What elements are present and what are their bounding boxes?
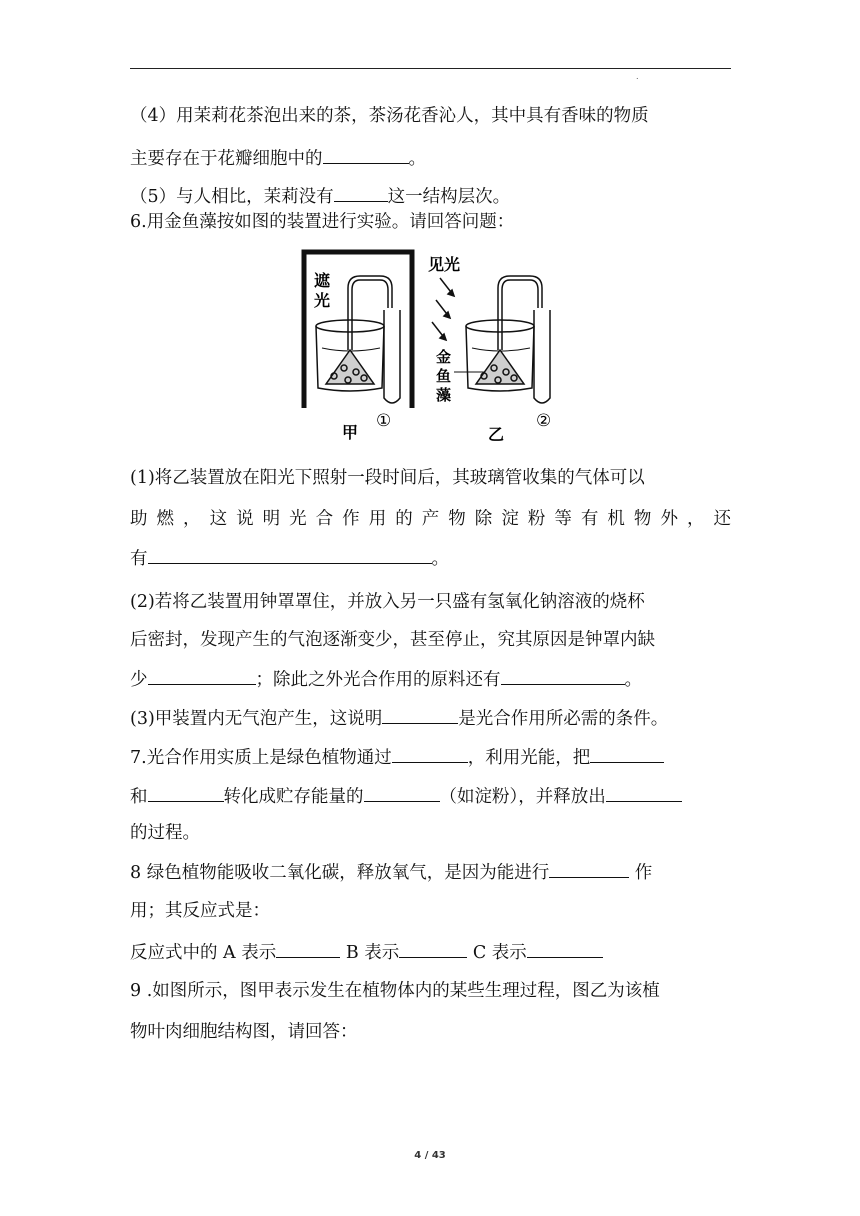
text: 反应式中的 A 表示 — [130, 943, 277, 963]
text: 和 — [130, 787, 148, 807]
text: 。 — [624, 670, 642, 690]
text: (3)甲装置内无气泡产生，这说明 — [130, 709, 383, 729]
text: 8 绿色植物能吸收二氧化碳，释放氧气，是因为能进行 — [130, 863, 550, 883]
tube-2-label: ② — [536, 411, 552, 431]
shade-label-2: 光 — [314, 291, 331, 310]
shade-label-1: 遮 — [314, 271, 331, 290]
question-6-2-line-2 — [130, 628, 731, 652]
question-4-line-1 — [130, 104, 731, 128]
question-9-line-2 — [130, 1020, 731, 1044]
text: 7.光合作用实质上是绿色植物通过 — [130, 748, 392, 768]
text: 有 — [130, 549, 148, 569]
header-rule — [130, 68, 731, 69]
beaker-right — [466, 276, 542, 391]
text: 这一结构层次。 — [387, 187, 511, 207]
text: ；除此之外光合作用的原料还有 — [255, 670, 501, 690]
answer-blank[interactable] — [606, 784, 682, 802]
answer-blank[interactable] — [392, 745, 468, 763]
question-6-2-line-3 — [130, 667, 731, 692]
answer-blank[interactable] — [364, 784, 440, 802]
question-6-1-line-1 — [130, 466, 731, 490]
text: 是光合作用所必需的条件。 — [458, 709, 669, 729]
text: C 表示 — [467, 943, 527, 963]
answer-blank[interactable] — [549, 860, 629, 878]
text: B 表示 — [340, 943, 400, 963]
text: 物叶肉细胞结构图，请回答： — [130, 1022, 358, 1042]
question-6-1-line-3 — [130, 546, 731, 571]
light-arrows — [432, 278, 454, 340]
question-5-line — [130, 184, 731, 209]
question-4-line-2 — [130, 146, 731, 171]
question-8-line-2 — [130, 899, 731, 923]
text: (1)将乙装置放在阳光下照射一段时间后，其玻璃管收集的气体可以 — [130, 468, 645, 488]
text: （如淀粉），并释放出 — [439, 787, 606, 807]
text: 。 — [431, 549, 449, 569]
question-7-line-2 — [130, 784, 731, 809]
text: 的过程。 — [130, 823, 200, 843]
answer-blank[interactable] — [148, 667, 256, 685]
text: 6.用金鱼藻按如图的装置进行实验。请回答问题： — [130, 212, 515, 232]
question-6-1-line-2 — [130, 507, 731, 531]
answer-blank[interactable] — [527, 940, 603, 958]
text: 转化成贮存能量的 — [223, 787, 364, 807]
text: 少 — [130, 670, 148, 690]
question-6-3-line — [130, 706, 731, 731]
answer-blank[interactable] — [399, 940, 467, 958]
text: 后密封，发现产生的气泡逐渐变少，甚至停止，究其原因是钟罩内缺 — [130, 630, 655, 650]
answer-blank[interactable] — [334, 184, 388, 202]
label-jia: 甲 — [342, 423, 359, 442]
text: 主要存在于花瓣细胞中的 — [130, 149, 323, 169]
answer-blank[interactable] — [323, 146, 409, 164]
header-mark: . — [636, 72, 639, 81]
experiment-figure — [300, 248, 570, 448]
answer-blank[interactable] — [276, 940, 340, 958]
plant-label-2: 鱼 — [436, 367, 452, 385]
tube-1-label: ① — [376, 411, 392, 431]
text: 助燃，这说明光合作用的产物除淀粉等有机物外，还 — [130, 509, 731, 529]
question-8-line-1 — [130, 860, 731, 885]
plant-label-1: 金 — [436, 348, 452, 366]
question-7-line-1 — [130, 745, 731, 770]
test-tube-left — [384, 310, 400, 403]
text: （4）用茉莉花茶泡出来的茶，茶汤花香沁人，其中具有香味的物质 — [130, 106, 649, 126]
answer-blank[interactable] — [382, 706, 458, 724]
text: 作 — [629, 863, 653, 883]
label-yi: 乙 — [488, 425, 505, 444]
text: 。 — [408, 149, 426, 169]
text: 用；其反应式是： — [130, 901, 270, 921]
text: ，利用光能，把 — [467, 748, 591, 768]
question-9-line-1 — [130, 979, 731, 1003]
text: （5）与人相比，茉莉没有 — [130, 187, 334, 207]
text: (2)若将乙装置用钟罩罩住，并放入另一只盛有氢氧化钠溶液的烧杯 — [130, 592, 645, 612]
answer-blank[interactable] — [148, 784, 224, 802]
answer-blank[interactable] — [148, 546, 432, 564]
page-number: 4 / 43 — [414, 1150, 446, 1161]
question-6-2-line-1 — [130, 590, 731, 614]
answer-blank[interactable] — [501, 667, 625, 685]
question-6-heading — [130, 210, 731, 234]
text: 9 .如图所示，图甲表示发生在植物体内的某些生理过程，图乙为该植 — [130, 981, 660, 1001]
light-label: 见光 — [428, 255, 461, 274]
plant-label-3: 藻 — [436, 386, 452, 404]
question-8-line-3 — [130, 940, 731, 965]
answer-blank[interactable] — [590, 745, 664, 763]
test-tube-right — [534, 310, 550, 403]
question-7-line-3 — [130, 821, 731, 845]
